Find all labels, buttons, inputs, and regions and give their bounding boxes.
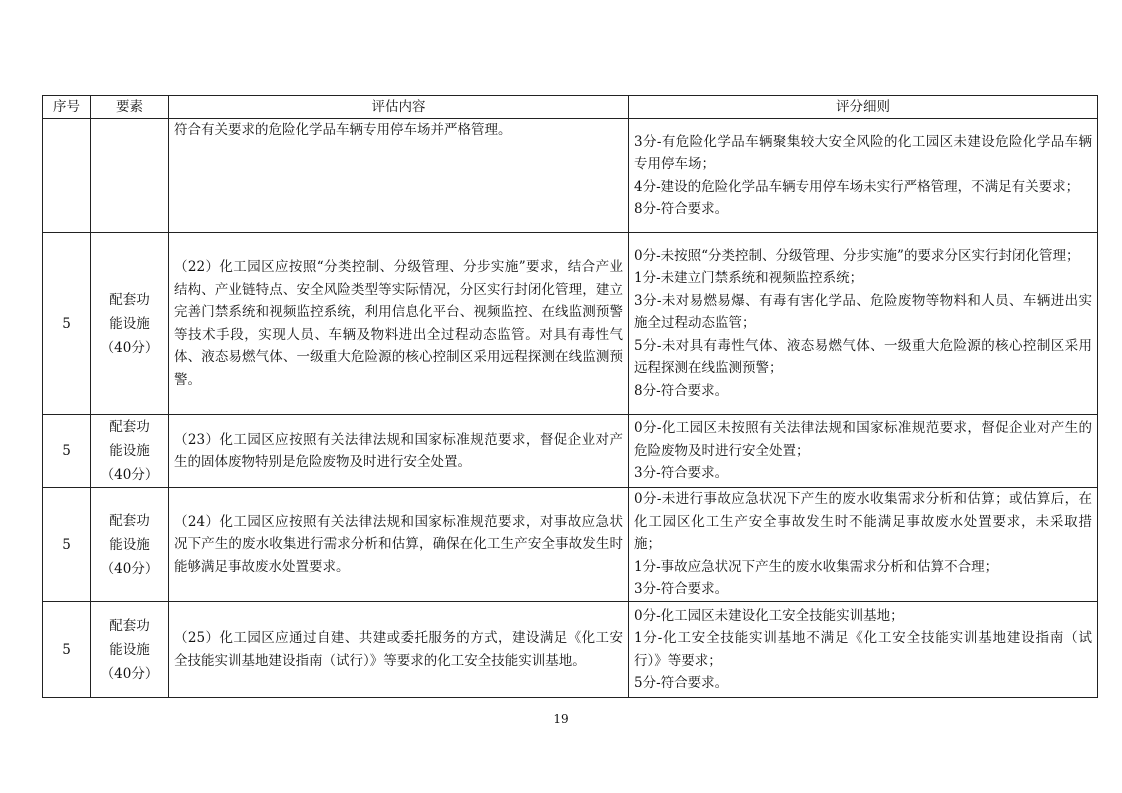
- row-evaluation-content: （25）化工园区应通过自建、共建或委托服务的方式，建设满足《化工安全技能实训基地建设指南（试行）》等要求的化工安全技能实训基地。: [169, 602, 629, 698]
- scoring-item: 1分-化工安全技能实训基地不满足《化工安全技能实训基地建设指南（试行）》等要求；: [634, 630, 1092, 669]
- row-element-line: （40分）: [100, 339, 159, 356]
- header-element: 要素: [91, 96, 169, 119]
- row-element-line: 配套功: [109, 419, 150, 435]
- row-scoring-details: [629, 415, 1098, 488]
- row-element-line: （40分）: [100, 560, 159, 577]
- scoring-item: 0分-化工园区未建设化工安全技能实训基地；: [634, 607, 904, 624]
- row-element-line: 能设施: [109, 536, 150, 553]
- scoring-item: 1分-未建立门禁系统和视频监控系统；: [634, 270, 864, 287]
- row-element-line: 配套功: [109, 512, 150, 529]
- row-evaluation-content: （23）化工园区应按照有关法律法规和国家标准规范要求，督促企业对产生的固体废物特别是危险废物及时进行安全处置。: [169, 415, 629, 488]
- scoring-item: 8分-符合要求。: [634, 382, 729, 399]
- scoring-item: 3分-符合要求。: [634, 581, 729, 598]
- row-element-line: 能设施: [109, 315, 150, 332]
- row-element: [91, 602, 169, 698]
- row-element: [91, 415, 169, 488]
- row-serial-number: 5: [43, 488, 91, 602]
- row-element-line: （40分）: [100, 467, 159, 483]
- row-element-line: 能设施: [109, 443, 150, 459]
- table-row: [43, 602, 1098, 698]
- scoring-item: 4分-建设的危险化学品车辆专用停车场未实行严格管理，不满足有关要求；: [634, 178, 1080, 195]
- scoring-item: 0分-化工园区未按照有关法律法规和国家标准规范要求，督促企业对产生的危险废物及时进行安全处置；: [634, 420, 1092, 459]
- row-evaluation-content: （24）化工园区应按照有关法律法规和国家标准规范要求，对事故应急状况下产生的废水收集进行需求分析和估算，确保在化工生产安全事故发生时能够满足事故废水处置要求。: [169, 488, 629, 602]
- row-scoring-details: [629, 233, 1098, 415]
- header-serial-number: 序号: [43, 96, 91, 119]
- row-scoring-details: [629, 488, 1098, 602]
- table-row: [43, 488, 1098, 602]
- header-scoring-details: 评分细则: [629, 96, 1098, 119]
- scoring-item: 1分-事故应急状况下产生的废水收集需求分析和估算不合理；: [634, 558, 999, 575]
- row-scoring-details: [629, 119, 1098, 233]
- scoring-item: 3分-符合要求。: [634, 465, 729, 482]
- row-element-line: 配套功: [109, 617, 150, 634]
- page-number: 19: [553, 712, 569, 726]
- row-element: [91, 488, 169, 602]
- row-element-line: （40分）: [100, 665, 159, 682]
- row-serial-number: 5: [43, 602, 91, 698]
- table-row: [43, 119, 1098, 233]
- row-serial-number: [43, 119, 91, 233]
- scoring-item: 5分-未对具有毒性气体、液态易燃气体、一级重大危险源的核心控制区采用远程探测在线监测预警；: [634, 337, 1092, 377]
- table-header-row: [43, 96, 1098, 119]
- row-serial-number: 5: [43, 415, 91, 488]
- table-row: [43, 233, 1098, 415]
- scoring-item: 3分-有危险化学品车辆聚集较大安全风险的化工园区未建设危险化学品车辆专用停车场；: [634, 133, 1092, 172]
- table-row: [43, 415, 1098, 488]
- row-evaluation-content: 符合有关要求的危险化学品车辆专用停车场并严格管理。: [169, 119, 629, 233]
- row-element: [91, 233, 169, 415]
- scoring-item: 0分-未进行事故应急状况下产生的废水收集需求分析和估算；或估算后，在化工园区化工生产安全事故发生时不能满足事故废水处置要求，未采取措施；: [634, 491, 1092, 553]
- scoring-item: 0分-未按照“分类控制、分级管理、分步实施”的要求分区实行封闭化管理；: [634, 247, 1080, 264]
- row-element-line: 能设施: [109, 641, 150, 658]
- row-evaluation-content: （22）化工园区应按照“分类控制、分级管理、分步实施”要求，结合产业结构、产业链特点、安全风险类型等实际情况，分区实行封闭化管理，建立完善门禁系统和视频监控系统，利用信息化平台、视频监控、在线监测预警等技术手段，实现人员、车辆及物料进出全过程动态监管。对具有毒性气体、液态易燃气体、一级重大危险源的核心控制区采用远程探测在线监测预警。: [169, 233, 629, 415]
- row-element-line: 配套功: [109, 291, 150, 308]
- row-element: [91, 119, 169, 233]
- scoring-item: 5分-符合要求。: [634, 675, 729, 691]
- scoring-item: 3分-未对易燃易爆、有毒有害化学品、危险废物等物料和人员、车辆进出实施全过程动态监管；: [634, 292, 1092, 332]
- scoring-item: 8分-符合要求。: [634, 201, 729, 217]
- row-scoring-details: [629, 602, 1098, 698]
- row-serial-number: 5: [43, 233, 91, 415]
- header-evaluation-content: 评估内容: [169, 96, 629, 119]
- evaluation-table: [42, 95, 1098, 698]
